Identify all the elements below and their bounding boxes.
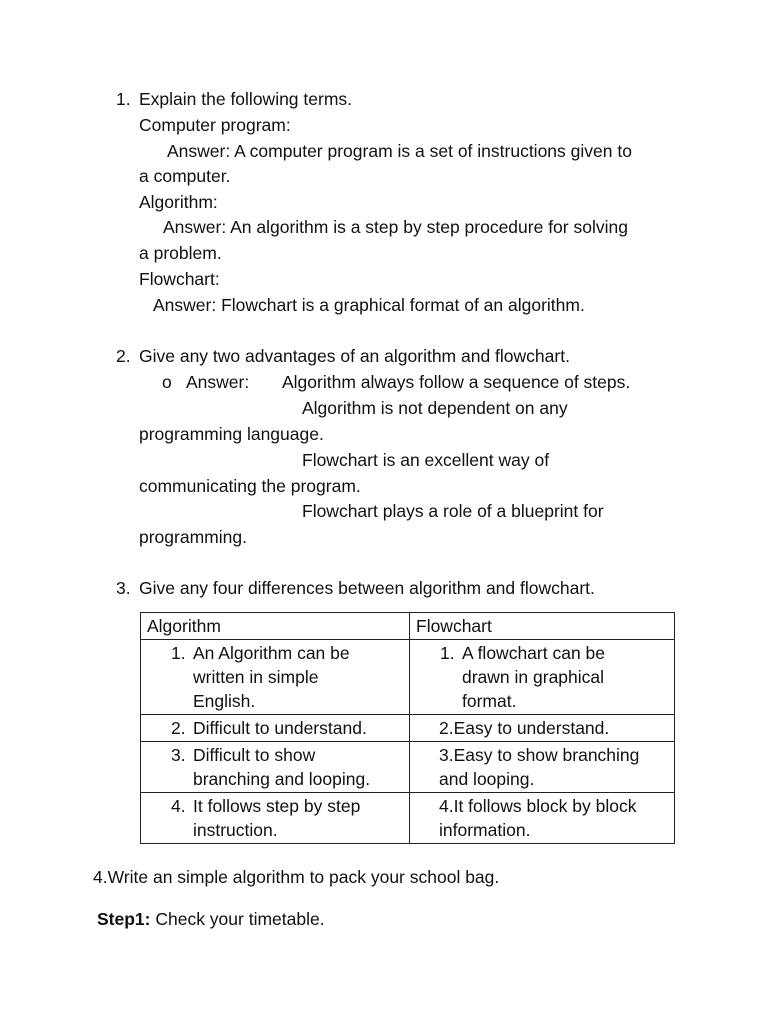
list-number: 2. xyxy=(171,718,186,738)
cell-line: English. xyxy=(193,691,256,711)
list-item xyxy=(147,794,403,842)
q1-term-algorithm: Algorithm: xyxy=(139,192,218,212)
q1-answer-computer-program-line1: Answer: A computer program is a set of instructions given to xyxy=(167,141,632,161)
q4-question: 4.Write an simple algorithm to pack your school bag. xyxy=(93,867,500,887)
q1-answer-computer-program-line2: a computer. xyxy=(139,166,231,186)
comparison-table xyxy=(140,612,675,844)
list-number: 1. xyxy=(171,643,186,663)
table-row xyxy=(141,715,675,742)
cell-line: 4.It follows block by block xyxy=(439,796,637,816)
q2-number: 2. xyxy=(116,346,131,366)
q1-number: 1. xyxy=(116,89,131,109)
cell-line: Difficult to show xyxy=(193,745,316,765)
q1-question: Explain the following terms. xyxy=(139,89,353,109)
cell-line: A flowchart can be xyxy=(462,643,605,663)
step1-text: Check your timetable. xyxy=(150,909,325,929)
table-row xyxy=(141,742,675,793)
q1-term-computer-program: Computer program: xyxy=(139,115,291,135)
q2-advantage-3-line1: Flowchart is an excellent way of xyxy=(302,450,550,470)
q2-advantage-2-line1: Algorithm is not dependent on any xyxy=(302,398,568,418)
q2-advantage-4-line2: programming. xyxy=(139,527,247,547)
table-cell-flowchart xyxy=(410,793,675,844)
q4-step1 xyxy=(97,908,325,930)
q2-question: Give any two advantages of an algorithm and flowchart. xyxy=(139,346,570,366)
table-cell-algorithm xyxy=(141,640,410,715)
list-item xyxy=(147,641,403,713)
list-number: 3. xyxy=(171,745,186,765)
table-cell-algorithm xyxy=(141,793,410,844)
cell-line: Difficult to understand. xyxy=(193,718,367,738)
table-row xyxy=(141,640,675,715)
q2-advantage-2-line2: programming language. xyxy=(139,424,324,444)
q1-answer-flowchart: Answer: Flowchart is a graphical format of an algorithm. xyxy=(153,295,585,315)
cell-line: written in simple xyxy=(193,667,319,687)
cell-line: It follows step by step xyxy=(193,796,361,816)
q2-advantage-3-line2: communicating the program. xyxy=(139,476,361,496)
cell-line: format. xyxy=(462,691,517,711)
cell-line: and looping. xyxy=(439,769,535,789)
q2-answer-label: Answer: xyxy=(186,372,250,392)
q3-number: 3. xyxy=(116,578,131,598)
table-header-algorithm: Algorithm xyxy=(141,613,410,640)
q2-advantage-4-line1: Flowchart plays a role of a blueprint for xyxy=(302,501,604,521)
table-header-flowchart: Flowchart xyxy=(410,613,675,640)
table-cell-algorithm xyxy=(141,715,410,742)
table-header-row xyxy=(141,613,675,640)
q1-answer-algorithm-line1: Answer: An algorithm is a step by step procedure for solving xyxy=(163,217,628,237)
cell-line: drawn in graphical xyxy=(462,667,605,687)
q2-bullet: o xyxy=(162,372,172,392)
list-number: 1. xyxy=(440,643,455,663)
list-item xyxy=(416,641,668,713)
cell-line: 2.Easy to understand. xyxy=(439,718,610,738)
table-cell-algorithm xyxy=(141,742,410,793)
step1-label: Step1: xyxy=(97,909,151,929)
q1-term-flowchart: Flowchart: xyxy=(139,269,220,289)
list-item xyxy=(147,716,403,740)
table-cell-flowchart xyxy=(410,715,675,742)
list-number: 4. xyxy=(171,796,186,816)
cell-line: branching and looping. xyxy=(193,769,371,789)
table-cell-flowchart xyxy=(410,640,675,715)
cell-line: information. xyxy=(439,820,531,840)
cell-line: 3.Easy to show branching xyxy=(439,745,640,765)
list-item xyxy=(147,743,403,791)
q2-advantage-1: Algorithm always follow a sequence of steps. xyxy=(282,372,631,392)
table-cell-flowchart xyxy=(410,742,675,793)
cell-line: An Algorithm can be xyxy=(193,643,350,663)
q3-question: Give any four differences between algorithm and flowchart. xyxy=(139,578,595,598)
table-row xyxy=(141,793,675,844)
q1-answer-algorithm-line2: a problem. xyxy=(139,243,222,263)
cell-line: instruction. xyxy=(193,820,278,840)
